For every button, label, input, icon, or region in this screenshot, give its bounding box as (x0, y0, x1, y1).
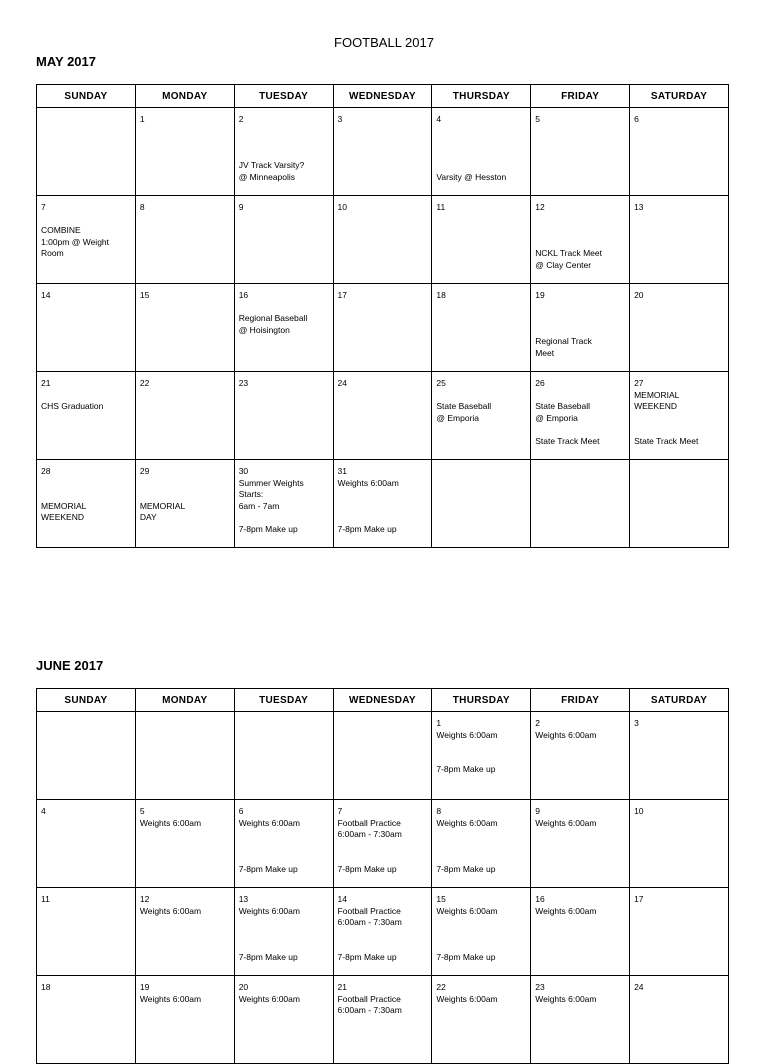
day-number-text: 28 (41, 466, 51, 476)
calendar-day-cell (432, 196, 531, 284)
calendar-day-cell (135, 888, 234, 976)
weekday-header-friday: FRIDAY (531, 85, 630, 108)
day-number-text: 12 Weights 6:00am (139, 894, 202, 916)
day-number-text: 29 (139, 466, 150, 476)
day-number-text: 15 (139, 290, 150, 300)
day-number-text: 12 (535, 202, 545, 212)
calendar-day-cell (37, 108, 136, 196)
calendar-day-cell (135, 372, 234, 460)
calendar-day-cell (234, 800, 333, 888)
day-number-text: 22 Weights 6:00am (436, 982, 498, 1004)
weekday-header-sunday: SUNDAY (37, 689, 136, 712)
day-number-text: 17 (337, 290, 347, 300)
day-number-text: 20 (634, 290, 644, 300)
weekday-header-sunday: SUNDAY (37, 85, 136, 108)
weekday-header-monday: MONDAY (135, 689, 234, 712)
calendar-day-cell (630, 372, 729, 460)
day-number-text: 3 (337, 114, 343, 124)
event-text: CHS Graduation (41, 401, 104, 411)
weekday-header-tuesday: TUESDAY (234, 689, 333, 712)
calendar-week-row (37, 460, 729, 548)
event-text: COMBINE 1:00pm @ Weight Room (41, 225, 110, 258)
june-calendar-table (36, 688, 729, 1064)
day-number-text: 17 (634, 894, 644, 904)
calendar-day-cell (234, 196, 333, 284)
calendar-day-cell (630, 196, 729, 284)
calendar-day-cell (432, 800, 531, 888)
calendar-day-cell (432, 284, 531, 372)
calendar-day-cell (333, 108, 432, 196)
calendar-day-cell (135, 976, 234, 1064)
calendar-day-cell (531, 460, 630, 548)
calendar-week-row (37, 800, 729, 888)
calendar-day-cell (135, 108, 234, 196)
day-number-text: 26 (535, 378, 545, 388)
calendar-day-cell (630, 976, 729, 1064)
event-text: 7-8pm Make up (436, 863, 496, 874)
weekday-header-row (37, 85, 729, 108)
day-number-text: 2 Weights 6:00am (535, 718, 597, 740)
day-number-text: 31 Weights 6:00am (337, 466, 399, 488)
event-text: State Baseball @ Emporia (436, 401, 492, 423)
calendar-day-cell (531, 196, 630, 284)
event-text: 7-8pm Make up (337, 863, 397, 874)
calendar-day-cell (234, 108, 333, 196)
day-number-text: 19 (535, 290, 545, 300)
calendar-day-cell (37, 460, 136, 548)
calendar-day-cell (531, 284, 630, 372)
calendar-day-cell (37, 976, 136, 1064)
calendar-day-cell (531, 888, 630, 976)
calendar-week-row (37, 108, 729, 196)
weekday-header-thursday: THURSDAY (432, 85, 531, 108)
calendar-day-cell (135, 460, 234, 548)
day-number-text: 6 Weights 6:00am (238, 806, 300, 828)
day-number-text: 15 Weights 6:00am (436, 894, 498, 916)
day-number-text: 27 MEMORIAL WEEKEND (634, 378, 680, 411)
calendar-day-cell (432, 460, 531, 548)
day-number-text: 21 (41, 378, 51, 388)
calendar-week-row (37, 372, 729, 460)
day-number-text: 3 (634, 718, 639, 728)
calendar-day-cell (432, 108, 531, 196)
day-number-text: 7 (41, 202, 46, 212)
calendar-day-cell (630, 712, 729, 800)
calendar-day-cell (432, 976, 531, 1064)
event-text: Regional Track Meet (535, 336, 592, 358)
event-text: NCKL Track Meet @ Clay Center (535, 248, 602, 270)
calendar-day-cell (531, 108, 630, 196)
calendar-day-cell (333, 284, 432, 372)
day-number-text: 9 (238, 202, 244, 212)
event-text: 7-8pm Make up (337, 523, 397, 534)
calendar-day-cell (234, 284, 333, 372)
calendar-day-cell (333, 460, 432, 548)
day-number-text: 24 (634, 982, 644, 992)
event-text: 7-8pm Make up (337, 951, 397, 962)
day-number-text: 21 Football Practice 6:00am - 7:30am (337, 982, 402, 1015)
day-number-text: 4 (436, 114, 442, 124)
calendar-day-cell (630, 108, 729, 196)
calendar-week-row (37, 976, 729, 1064)
day-number-text: 5 (535, 114, 540, 124)
calendar-day-cell (333, 196, 432, 284)
calendar-day-cell (531, 712, 630, 800)
day-number-text: 30 Summer Weights Starts: 6am - 7am (238, 466, 304, 511)
event-text: MEMORIAL DAY (139, 500, 186, 522)
calendar-day-cell (531, 976, 630, 1064)
day-number-text: 10 (337, 202, 347, 212)
calendar-week-row (37, 888, 729, 976)
day-number-text: 14 (41, 290, 51, 300)
day-number-text: 13 (634, 202, 644, 212)
day-number-text: 8 (139, 202, 145, 212)
event-text: Regional Baseball @ Hoisington (238, 313, 308, 335)
day-number-text: 22 (139, 378, 150, 388)
day-number-text: 1 (139, 114, 145, 124)
calendar-day-cell (432, 712, 531, 800)
event-text: 7-8pm Make up (436, 951, 496, 962)
calendar-day-cell (37, 712, 136, 800)
june-month-title: JUNE 2017 (36, 658, 104, 673)
calendar-day-cell (234, 460, 333, 548)
calendar-day-cell (531, 800, 630, 888)
calendar-day-cell (333, 712, 432, 800)
weekday-header-friday: FRIDAY (531, 689, 630, 712)
calendar-day-cell (630, 888, 729, 976)
event-text: Varsity @ Hesston (436, 171, 507, 182)
calendar-day-cell (333, 372, 432, 460)
calendar-day-cell (432, 372, 531, 460)
calendar-day-cell (333, 976, 432, 1064)
day-number-text: 8 Weights 6:00am (436, 806, 498, 828)
weekday-header-row (37, 689, 729, 712)
day-number-text: 14 Football Practice 6:00am - 7:30am (337, 894, 402, 927)
event-text: State Track Meet (535, 435, 600, 446)
calendar-day-cell (630, 284, 729, 372)
calendar-week-row (37, 196, 729, 284)
weekday-header-saturday: SATURDAY (630, 85, 729, 108)
weekday-header-tuesday: TUESDAY (234, 85, 333, 108)
calendar-day-cell (135, 284, 234, 372)
event-text: 7-8pm Make up (436, 764, 496, 774)
weekday-header-wednesday: WEDNESDAY (333, 85, 432, 108)
day-number-text: 23 Weights 6:00am (535, 982, 597, 1004)
calendar-day-cell (37, 888, 136, 976)
calendar-day-cell (333, 888, 432, 976)
day-number-text: 18 (436, 290, 446, 300)
day-number-text: 25 (436, 378, 446, 388)
calendar-day-cell (432, 888, 531, 976)
day-number-text: 23 (238, 378, 249, 388)
day-number-text: 10 (634, 806, 644, 816)
calendar-day-cell (333, 800, 432, 888)
day-number-text: 13 Weights 6:00am (238, 894, 300, 916)
calendar-day-cell (234, 712, 333, 800)
weekday-header-saturday: SATURDAY (630, 689, 729, 712)
calendar-day-cell (37, 284, 136, 372)
calendar-day-cell (630, 460, 729, 548)
event-text: MEMORIAL WEEKEND (41, 500, 87, 522)
calendar-week-row (37, 284, 729, 372)
event-text: State Track Meet (634, 435, 699, 446)
day-number-text: 9 Weights 6:00am (535, 806, 597, 828)
weekday-header-wednesday: WEDNESDAY (333, 689, 432, 712)
calendar-day-cell (234, 888, 333, 976)
calendar-day-cell (630, 800, 729, 888)
day-number-text: 6 (634, 114, 639, 124)
may-calendar-table (36, 84, 729, 548)
weekday-header-monday: MONDAY (135, 85, 234, 108)
event-text: 7-8pm Make up (238, 523, 298, 534)
calendar-day-cell (37, 372, 136, 460)
calendar-day-cell (531, 372, 630, 460)
day-number-text: 2 (238, 114, 244, 124)
calendar-day-cell (135, 196, 234, 284)
day-number-text: 16 Weights 6:00am (535, 894, 597, 916)
document-title: FOOTBALL 2017 (334, 35, 434, 50)
calendar-day-cell (37, 196, 136, 284)
calendar-day-cell (234, 372, 333, 460)
day-number-text: 24 (337, 378, 347, 388)
event-text: JV Track Varsity? @ Minneapolis (238, 160, 305, 182)
day-number-text: 7 Football Practice 6:00am - 7:30am (337, 806, 402, 839)
day-number-text: 5 Weights 6:00am (139, 806, 202, 828)
calendar-week-row (37, 712, 729, 800)
calendar-day-cell (135, 800, 234, 888)
day-number-text: 4 (41, 806, 46, 816)
day-number-text: 20 Weights 6:00am (238, 982, 300, 1004)
event-text: 7-8pm Make up (238, 863, 298, 874)
day-number-text: 1 Weights 6:00am (436, 718, 498, 740)
day-number-text: 18 (41, 982, 51, 992)
event-text: State Baseball @ Emporia (535, 401, 591, 423)
weekday-header-thursday: THURSDAY (432, 689, 531, 712)
event-text: 7-8pm Make up (238, 951, 298, 962)
day-number-text: 19 Weights 6:00am (139, 982, 202, 1004)
may-month-title: MAY 2017 (36, 54, 96, 69)
calendar-day-cell (135, 712, 234, 800)
day-number-text: 11 (436, 202, 446, 212)
day-number-text: 11 (41, 894, 50, 904)
calendar-day-cell (234, 976, 333, 1064)
day-number-text: 16 (238, 290, 249, 300)
calendar-day-cell (37, 800, 136, 888)
